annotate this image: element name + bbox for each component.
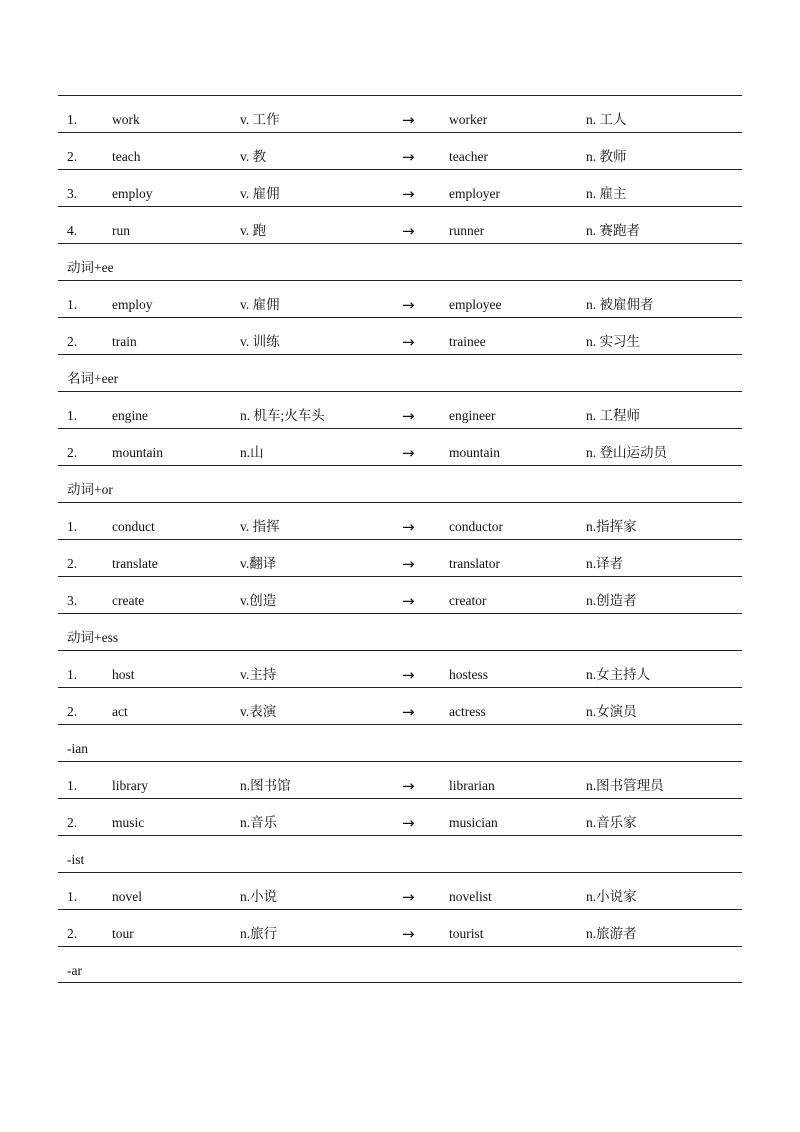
base-word: teach xyxy=(112,149,141,164)
table-row xyxy=(58,169,742,206)
base-word: host xyxy=(112,667,135,682)
base-definition: n.小说 xyxy=(240,889,278,904)
derived-definition: n.小说家 xyxy=(586,889,637,904)
row-number: 1. xyxy=(67,667,78,682)
section-heading: 动词+ess xyxy=(67,630,119,645)
right-arrow-icon: → xyxy=(402,518,415,536)
derived-word: conductor xyxy=(449,519,503,534)
base-word: run xyxy=(112,223,130,238)
table-row xyxy=(58,687,742,724)
right-arrow-icon: → xyxy=(402,111,415,129)
row-number: 2. xyxy=(67,445,78,460)
base-word: library xyxy=(112,778,148,793)
row-number: 1. xyxy=(67,778,78,793)
right-arrow-icon: → xyxy=(402,703,415,721)
right-arrow-icon: → xyxy=(402,333,415,351)
derived-definition: n. 赛跑者 xyxy=(586,223,640,238)
derived-word: musician xyxy=(449,815,498,830)
right-arrow-icon: → xyxy=(402,814,415,832)
row-number: 2. xyxy=(67,704,78,719)
row-number: 1. xyxy=(67,889,78,904)
derived-definition: n. 工程师 xyxy=(586,408,640,423)
table-row xyxy=(58,391,742,428)
base-word: music xyxy=(112,815,145,830)
row-number: 1. xyxy=(67,297,78,312)
section-heading: 动词+ee xyxy=(67,260,114,275)
row-number: 2. xyxy=(67,926,78,941)
section-heading-row xyxy=(58,613,742,650)
right-arrow-icon: → xyxy=(402,592,415,610)
vocabulary-table xyxy=(58,95,742,983)
section-heading-row xyxy=(58,724,742,761)
right-arrow-icon: → xyxy=(402,222,415,240)
derived-definition: n. 实习生 xyxy=(586,334,640,349)
base-word: work xyxy=(112,112,140,127)
base-word: conduct xyxy=(112,519,155,534)
derived-definition: n. 被雇佣者 xyxy=(586,297,654,312)
base-word: create xyxy=(112,593,145,608)
table-row xyxy=(58,206,742,243)
derived-word: engineer xyxy=(449,408,496,423)
right-arrow-icon: → xyxy=(402,555,415,573)
right-arrow-icon: → xyxy=(402,185,415,203)
base-definition: v.主持 xyxy=(240,667,277,682)
section-heading-row xyxy=(58,354,742,391)
table-row xyxy=(58,650,742,687)
base-definition: v. 工作 xyxy=(240,112,280,127)
right-arrow-icon: → xyxy=(402,925,415,943)
base-definition: n.图书馆 xyxy=(240,778,291,793)
row-number: 2. xyxy=(67,334,78,349)
row-number: 2. xyxy=(67,556,78,571)
derived-definition: n.译者 xyxy=(586,556,624,571)
section-heading-row xyxy=(58,243,742,280)
section-heading: -ist xyxy=(67,852,85,867)
derived-word: translator xyxy=(449,556,500,571)
table-row xyxy=(58,132,742,169)
base-definition: v. 训练 xyxy=(240,334,280,349)
base-definition: n. 机车;火车头 xyxy=(240,408,325,423)
derived-definition: n. 教师 xyxy=(586,149,627,164)
base-definition: v.创造 xyxy=(240,593,277,608)
base-word: train xyxy=(112,334,137,349)
table-row xyxy=(58,280,742,317)
table-row xyxy=(58,761,742,798)
section-heading-row xyxy=(58,946,742,983)
right-arrow-icon: → xyxy=(402,407,415,425)
derived-word: tourist xyxy=(449,926,484,941)
base-definition: v. 雇佣 xyxy=(240,186,280,201)
derived-definition: n. 雇主 xyxy=(586,186,627,201)
derived-definition: n. 登山运动员 xyxy=(586,445,667,460)
derived-word: worker xyxy=(449,112,488,127)
derived-definition: n.旅游者 xyxy=(586,926,637,941)
section-heading: -ian xyxy=(67,741,88,756)
table-row xyxy=(58,872,742,909)
right-arrow-icon: → xyxy=(402,666,415,684)
derived-definition: n.创造者 xyxy=(586,593,637,608)
base-definition: v. 跑 xyxy=(240,223,267,238)
derived-definition: n.音乐家 xyxy=(586,815,637,830)
right-arrow-icon: → xyxy=(402,444,415,462)
section-heading: 名词+eer xyxy=(67,371,119,386)
derived-word: librarian xyxy=(449,778,495,793)
derived-definition: n.女演员 xyxy=(586,704,637,719)
derived-word: trainee xyxy=(449,334,486,349)
base-word: tour xyxy=(112,926,134,941)
row-number: 1. xyxy=(67,112,78,127)
right-arrow-icon: → xyxy=(402,777,415,795)
derived-word: hostess xyxy=(449,667,489,682)
table-row xyxy=(58,428,742,465)
base-word: employ xyxy=(112,186,153,201)
derived-word: mountain xyxy=(449,445,500,460)
section-heading-row xyxy=(58,835,742,872)
row-number: 2. xyxy=(67,149,78,164)
base-definition: n.音乐 xyxy=(240,815,278,830)
derived-definition: n. 工人 xyxy=(586,112,627,127)
derived-definition: n.女主持人 xyxy=(586,667,651,682)
right-arrow-icon: → xyxy=(402,296,415,314)
derived-definition: n.指挥家 xyxy=(586,519,637,534)
base-definition: v.表演 xyxy=(240,704,277,719)
derived-word: teacher xyxy=(449,149,488,164)
row-number: 2. xyxy=(67,815,78,830)
derived-word: employer xyxy=(449,186,500,201)
table-row xyxy=(58,909,742,946)
base-word: engine xyxy=(112,408,148,423)
row-number: 3. xyxy=(67,593,78,608)
row-number: 1. xyxy=(67,519,78,534)
table-row xyxy=(58,95,742,132)
base-word: mountain xyxy=(112,445,163,460)
derived-definition: n.图书管理员 xyxy=(586,778,664,793)
section-heading: -ar xyxy=(67,963,82,978)
base-definition: v. 教 xyxy=(240,149,267,164)
derived-word: actress xyxy=(449,704,486,719)
base-word: translate xyxy=(112,556,158,571)
row-number: 1. xyxy=(67,408,78,423)
base-word: employ xyxy=(112,297,153,312)
table-row xyxy=(58,502,742,539)
table-row xyxy=(58,539,742,576)
base-word: act xyxy=(112,704,128,719)
section-heading-row xyxy=(58,465,742,502)
base-word: novel xyxy=(112,889,142,904)
row-number: 3. xyxy=(67,186,78,201)
base-definition: n.旅行 xyxy=(240,926,278,941)
base-definition: v. 雇佣 xyxy=(240,297,280,312)
derived-word: runner xyxy=(449,223,485,238)
table-row xyxy=(58,317,742,354)
table-row xyxy=(58,576,742,613)
right-arrow-icon: → xyxy=(402,148,415,166)
base-definition: v. 指挥 xyxy=(240,519,280,534)
base-definition: v.翻译 xyxy=(240,556,277,571)
derived-word: employee xyxy=(449,297,502,312)
table-row xyxy=(58,798,742,835)
row-number: 4. xyxy=(67,223,78,238)
base-definition: n.山 xyxy=(240,445,264,460)
section-heading: 动词+or xyxy=(67,482,113,497)
derived-word: creator xyxy=(449,593,487,608)
right-arrow-icon: → xyxy=(402,888,415,906)
derived-word: novelist xyxy=(449,889,492,904)
